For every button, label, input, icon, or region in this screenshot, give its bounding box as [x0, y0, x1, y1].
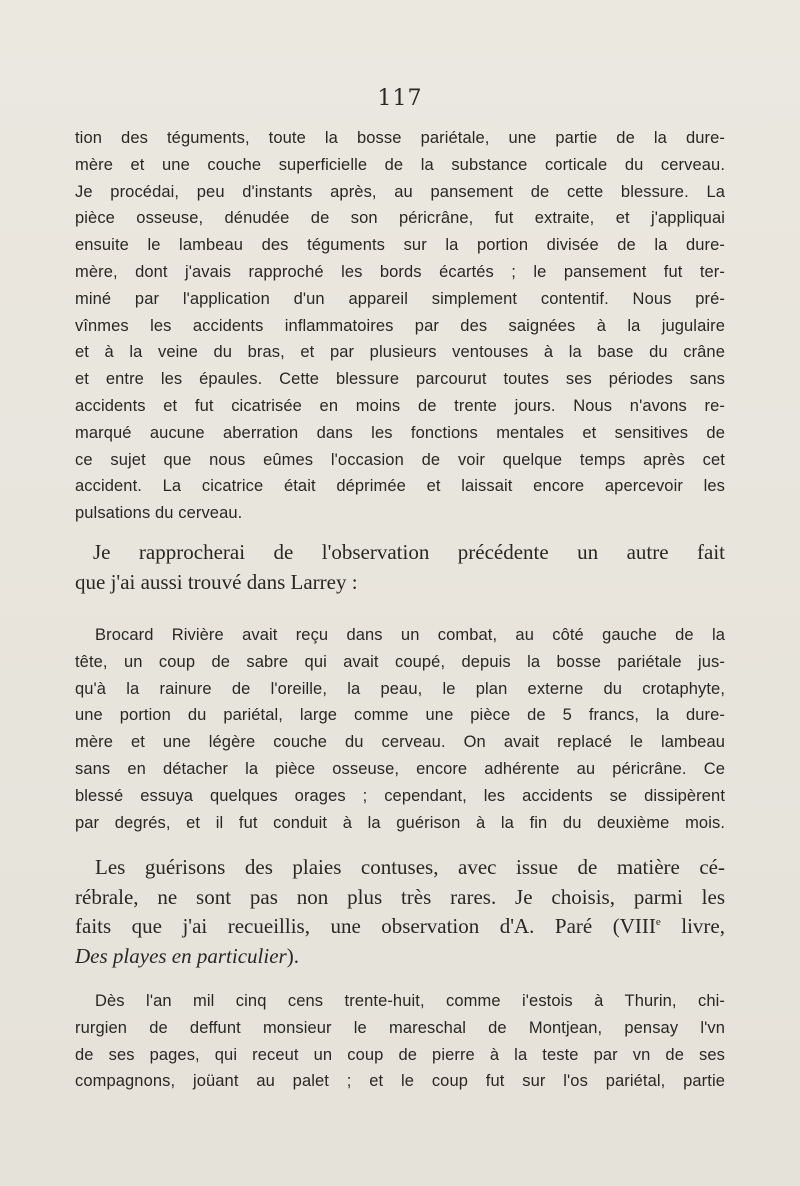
text-line: tête, un coup de sabre qui avait coupé, depuis la bosse pariétale jus- — [75, 652, 725, 671]
paragraph-pare-quote — [75, 988, 725, 1095]
paragraph-pare-intro — [75, 853, 725, 971]
book-title: Des playes en particulier — [75, 943, 287, 968]
text-line: Je procédai, peu d'instants après, au pansement de cette blessure. La — [75, 182, 725, 201]
page-number: 117 — [377, 86, 423, 111]
text-line: Je rapprocherai de l'observation précédente un autre fait — [93, 540, 725, 564]
text-line: rurgien de deffunt monsieur le mareschal de Montjean, pensay l'vn — [75, 1018, 725, 1037]
text-fragment: ). — [286, 943, 299, 968]
text-line: qu'à la rainure de l'oreille, la peau, le plan externe du crotaphyte, — [75, 679, 725, 698]
text-line: ensuite le lambeau des téguments sur la portion divisée de la dure- — [75, 236, 725, 255]
text-line: sans en détacher la pièce osseuse, encore adhérente au péricrâne. Ce — [75, 759, 725, 778]
text-line: mère, dont j'avais rapproché les bords écartés ; le pansement fut ter- — [75, 262, 725, 281]
text-fragment: livre, — [660, 914, 725, 938]
text-line: mère et une couche superficielle de la substance corticale du cerveau. — [75, 155, 725, 174]
text-line: Brocard Rivière avait reçu dans un combat, au côté gauche de la — [95, 626, 725, 644]
text-line: compagnons, joüant au palet ; et le coup fut sur l'os pariétal, partie — [75, 1072, 725, 1091]
text-line: une portion du pariétal, large comme une pièce de 5 francs, la dure- — [75, 706, 725, 725]
text-fragment: faits que j'ai recueillis, une observation d'A. Paré (VIII — [75, 914, 656, 938]
text-line: et à la veine du bras, et par plusieurs ventouses à la base du crâne — [75, 343, 725, 362]
text-line — [75, 942, 725, 972]
text-line: Les guérisons des plaies contuses, avec issue de matière cé- — [95, 855, 725, 879]
text-line — [75, 912, 725, 942]
text-line: Dès l'an mil cinq cens trente-huit, comme i'estois à Thurin, chi- — [95, 992, 725, 1010]
paragraph-larrey-quote — [75, 622, 725, 836]
text-line: ce sujet que nous eûmes l'occasion de voir quelque temps après cet — [75, 450, 725, 469]
text-line: marqué aucune aberration dans les fonctions mentales et sensitives de — [75, 423, 725, 442]
paragraph-larrey-intro — [75, 538, 725, 597]
text-line: accident. La cicatrice était déprimée et laissait encore apercevoir les — [75, 477, 725, 496]
text-line: vînmes les accidents inflammatoires par des saignées à la jugulaire — [75, 316, 725, 335]
text-line: de ses pages, qui receut un coup de pierre à la teste par vn de ses — [75, 1045, 725, 1064]
text-line: accidents et fut cicatrisée en moins de trente jours. Nous n'avons re- — [75, 396, 725, 415]
text-line: par degrés, et il fut conduit à la guérison à la fin du deuxième mois. — [75, 813, 725, 832]
text-line: tion des téguments, toute la bosse pariétale, une partie de la dure- — [75, 129, 725, 147]
text-line: et entre les épaules. Cette blessure parcourut toutes ses périodes sans — [75, 370, 725, 389]
text-line: pulsations du cerveau. — [75, 504, 243, 523]
text-line: mère et une légère couche du cerveau. On avait replacé le lambeau — [75, 733, 725, 752]
text-line: miné par l'application d'un appareil simplement contentif. Nous pré- — [75, 289, 725, 308]
text-line: rébrale, ne sont pas non plus très rares. Je choisis, parmi les — [75, 884, 725, 909]
paragraph-case-description — [75, 125, 725, 527]
text-line: que j'ai aussi trouvé dans Larrey : — [75, 569, 358, 594]
text-line: blessé essuya quelques orages ; cependant, les accidents se dissipèrent — [75, 786, 725, 805]
superscript: e — [655, 916, 661, 928]
text-line: pièce osseuse, dénudée de son péricrâne, fut extraite, et j'appliquai — [75, 209, 725, 228]
